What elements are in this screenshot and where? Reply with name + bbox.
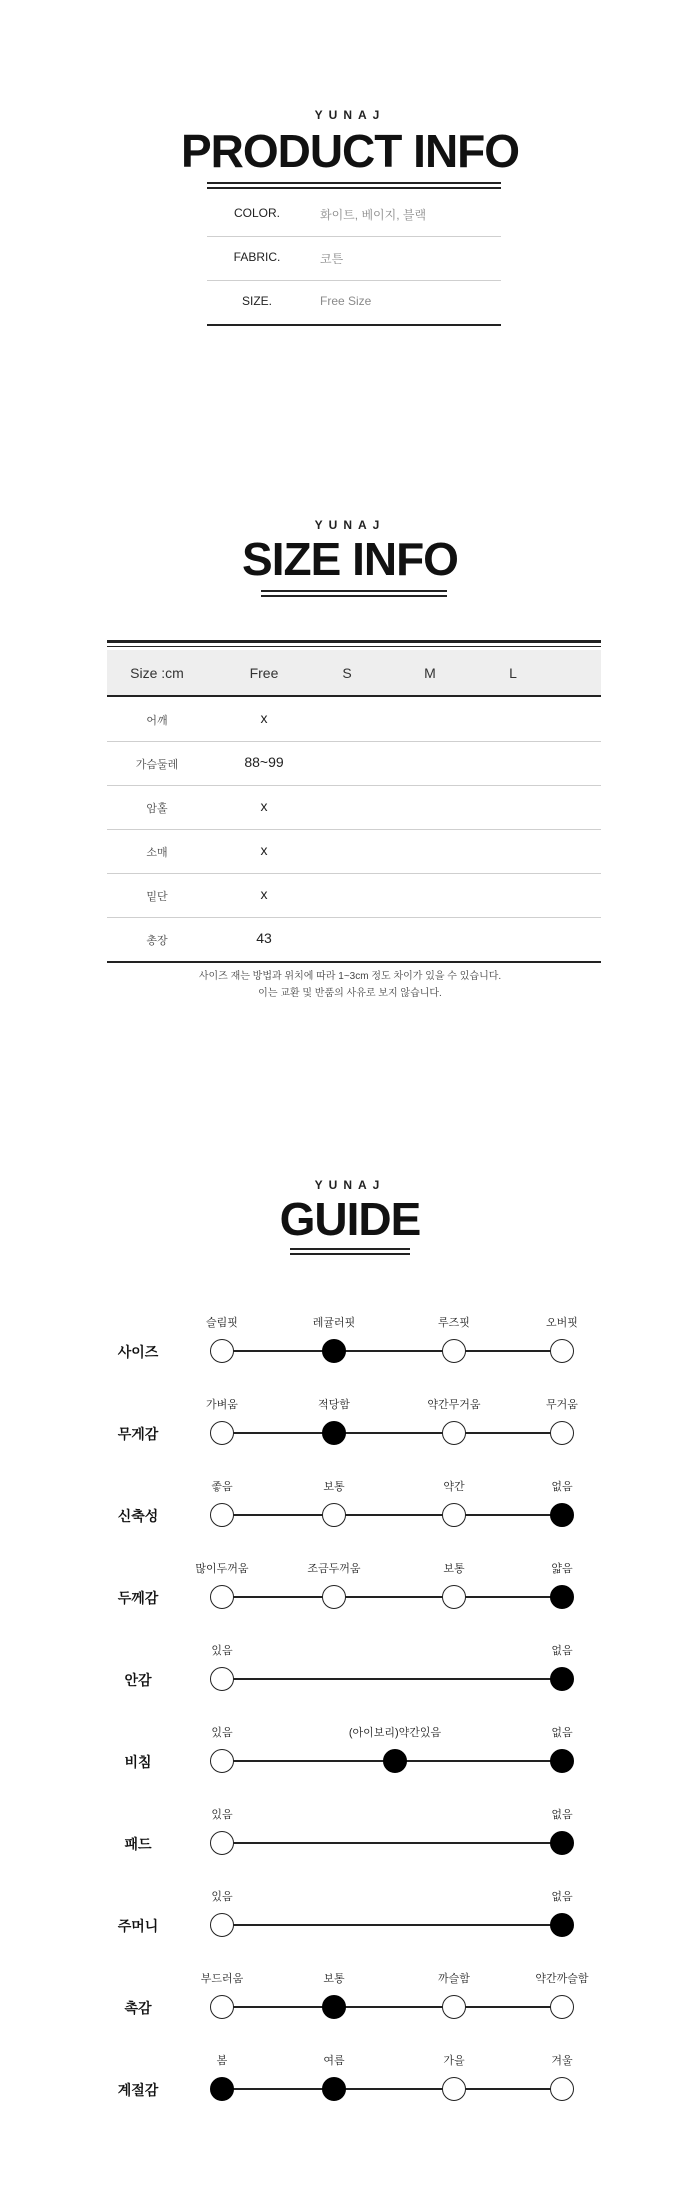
guide-dot-selected	[550, 1749, 574, 1773]
guide-option-label: 없음	[551, 1481, 573, 1493]
guide-option-label: 보통	[323, 1973, 345, 1985]
guide-scale-line	[222, 1514, 562, 1516]
guide-option-label: 있음	[211, 1891, 233, 1903]
guide-dot	[550, 1995, 574, 2019]
row-free-value: x	[260, 710, 268, 726]
size-note	[0, 968, 700, 1002]
product-info-row-color	[207, 192, 501, 237]
guide-scale-line	[222, 1924, 562, 1926]
size-table-header	[107, 650, 601, 695]
guide-scale-line	[222, 1432, 562, 1434]
guide-option-label: 무거움	[546, 1399, 578, 1411]
table-row	[107, 697, 601, 742]
row-free-value: x	[260, 842, 268, 858]
guide-dot-selected	[322, 2077, 346, 2101]
table-top-border-inner	[107, 646, 601, 647]
product-info-title: PRODUCT INFO	[180, 125, 520, 177]
row-value: Free Size	[320, 294, 372, 308]
guide-dot	[322, 1585, 346, 1609]
guide-dot-selected	[322, 1339, 346, 1363]
guide-option-label: 약간까슬함	[535, 1973, 589, 1985]
guide-dot	[442, 1339, 466, 1363]
guide-dot-selected	[550, 1831, 574, 1855]
guide-title: GUIDE	[279, 1193, 421, 1245]
guide-row-label: 주머니	[117, 1918, 159, 1934]
guide-option-label: 있음	[211, 1809, 233, 1821]
guide-option-label: 봄	[216, 2055, 228, 2067]
guide-option-label: 보통	[443, 1563, 465, 1575]
guide-option-label: 얇음	[551, 1563, 573, 1575]
guide-dot-selected	[383, 1749, 407, 1773]
guide-option-label: 없음	[551, 1809, 573, 1821]
guide-option-label: 조금두꺼움	[307, 1563, 361, 1575]
guide-option-label: 레귤러핏	[312, 1317, 356, 1329]
row-key: 어깨	[146, 715, 168, 727]
guide-dot	[442, 1503, 466, 1527]
guide-dot	[210, 1749, 234, 1773]
guide-option-label: 없음	[551, 1891, 573, 1903]
row-key: 밑단	[146, 891, 168, 903]
guide-dot-selected	[210, 2077, 234, 2101]
guide-dot	[550, 1421, 574, 1445]
guide-option-label: 가을	[443, 2055, 465, 2067]
row-key: 암홀	[146, 803, 168, 815]
guide-dot	[210, 1995, 234, 2019]
title-underline	[261, 590, 447, 597]
brand-name: YUNAJ	[314, 108, 386, 122]
header-s: S	[342, 665, 352, 681]
guide-dot	[210, 1421, 234, 1445]
guide-option-label: 슬림핏	[206, 1317, 238, 1329]
row-key: FABRIC.	[233, 250, 281, 264]
guide-option-label: 좋음	[211, 1481, 233, 1493]
product-info-row-size	[207, 280, 501, 326]
table-row	[107, 829, 601, 874]
table-row	[107, 741, 601, 786]
table-row	[107, 873, 601, 918]
row-key: SIZE.	[241, 294, 272, 308]
size-info-title: SIZE INFO	[242, 533, 458, 585]
guide-dot	[442, 1421, 466, 1445]
guide-scale-line	[222, 2006, 562, 2008]
guide-option-label: 보통	[323, 1481, 345, 1493]
guide-option-label: 루즈핏	[438, 1317, 470, 1329]
title-underline	[290, 1248, 410, 1255]
guide-dot	[210, 1339, 234, 1363]
guide-option-label: 오버핏	[546, 1317, 578, 1329]
guide-row-label: 무게감	[117, 1426, 159, 1442]
guide-option-label: 부드러움	[200, 1973, 244, 1985]
row-free-value: x	[260, 886, 268, 902]
product-info-row-fabric	[207, 236, 501, 281]
guide-dot	[210, 1667, 234, 1691]
guide-dot-selected	[550, 1913, 574, 1937]
guide-scale-line	[222, 2088, 562, 2090]
row-free-value: x	[260, 798, 268, 814]
guide-dot	[550, 1339, 574, 1363]
guide-row-label: 두께감	[117, 1590, 159, 1606]
guide-option-label: 있음	[211, 1645, 233, 1657]
guide-option-label: 가벼움	[206, 1399, 238, 1411]
row-key: 총장	[146, 935, 168, 947]
guide-row-label: 신축성	[117, 1508, 159, 1524]
guide-scale-line	[222, 1596, 562, 1598]
guide-dot-selected	[322, 1995, 346, 2019]
guide-dot	[210, 1585, 234, 1609]
guide-option-label: 있음	[211, 1727, 233, 1739]
brand-name: YUNAJ	[314, 1178, 386, 1192]
guide-dot	[210, 1503, 234, 1527]
guide-row-label: 안감	[124, 1672, 152, 1688]
header-m: M	[424, 665, 436, 681]
guide-option-label: 겨울	[551, 2055, 573, 2067]
guide-row-label: 촉감	[124, 2000, 152, 2016]
guide-dot	[442, 1585, 466, 1609]
header-size-cm: Size :cm	[130, 665, 184, 681]
guide-row-label: 패드	[124, 1836, 152, 1852]
guide-row-label: 비침	[124, 1754, 152, 1770]
row-key: 가슴둘레	[135, 759, 179, 771]
guide-dot	[322, 1503, 346, 1527]
guide-row-label: 사이즈	[117, 1344, 159, 1360]
guide-scale-line	[222, 1350, 562, 1352]
guide-dot-selected	[550, 1503, 574, 1527]
table-row	[107, 917, 601, 963]
guide-dot	[442, 1995, 466, 2019]
table-top-border	[107, 640, 601, 643]
guide-option-label: 많이두꺼움	[195, 1563, 249, 1575]
size-note-line1: 사이즈 재는 방법과 위치에 따라 1~3cm 정도 차이가 있을 수 있습니다.	[198, 971, 502, 982]
guide-dot-selected	[322, 1421, 346, 1445]
guide-option-label: (아이보리)약간있음	[348, 1727, 442, 1739]
guide-row-label: 계절감	[117, 2082, 159, 2098]
row-value: 코튼	[320, 252, 344, 266]
row-value: 화이트, 베이지, 블랙	[320, 208, 427, 222]
row-free-value: 88~99	[244, 754, 284, 770]
guide-scale-line	[222, 1678, 562, 1680]
guide-dot	[550, 2077, 574, 2101]
title-underline	[207, 182, 501, 189]
guide-scale-line	[222, 1842, 562, 1844]
header-free: Free	[249, 665, 279, 681]
guide-dot-selected	[550, 1585, 574, 1609]
size-note-line2: 이는 교환 및 반품의 사유로 보지 않습니다.	[258, 988, 442, 999]
brand-name: YUNAJ	[314, 518, 386, 532]
guide-option-label: 까슬함	[438, 1973, 470, 1985]
row-key: 소매	[146, 847, 168, 859]
guide-dot	[210, 1831, 234, 1855]
guide-option-label: 약간	[443, 1481, 465, 1493]
guide-option-label: 없음	[551, 1727, 573, 1739]
row-free-value: 43	[256, 930, 272, 946]
guide-option-label: 약간무거움	[427, 1399, 481, 1411]
guide-option-label: 없음	[551, 1645, 573, 1657]
table-row	[107, 785, 601, 830]
guide-dot	[210, 1913, 234, 1937]
guide-dot	[442, 2077, 466, 2101]
guide-dot-selected	[550, 1667, 574, 1691]
guide-option-label: 적당함	[318, 1399, 350, 1411]
header-l: L	[509, 665, 517, 681]
guide-option-label: 여름	[323, 2055, 345, 2067]
row-key: COLOR.	[233, 206, 280, 220]
